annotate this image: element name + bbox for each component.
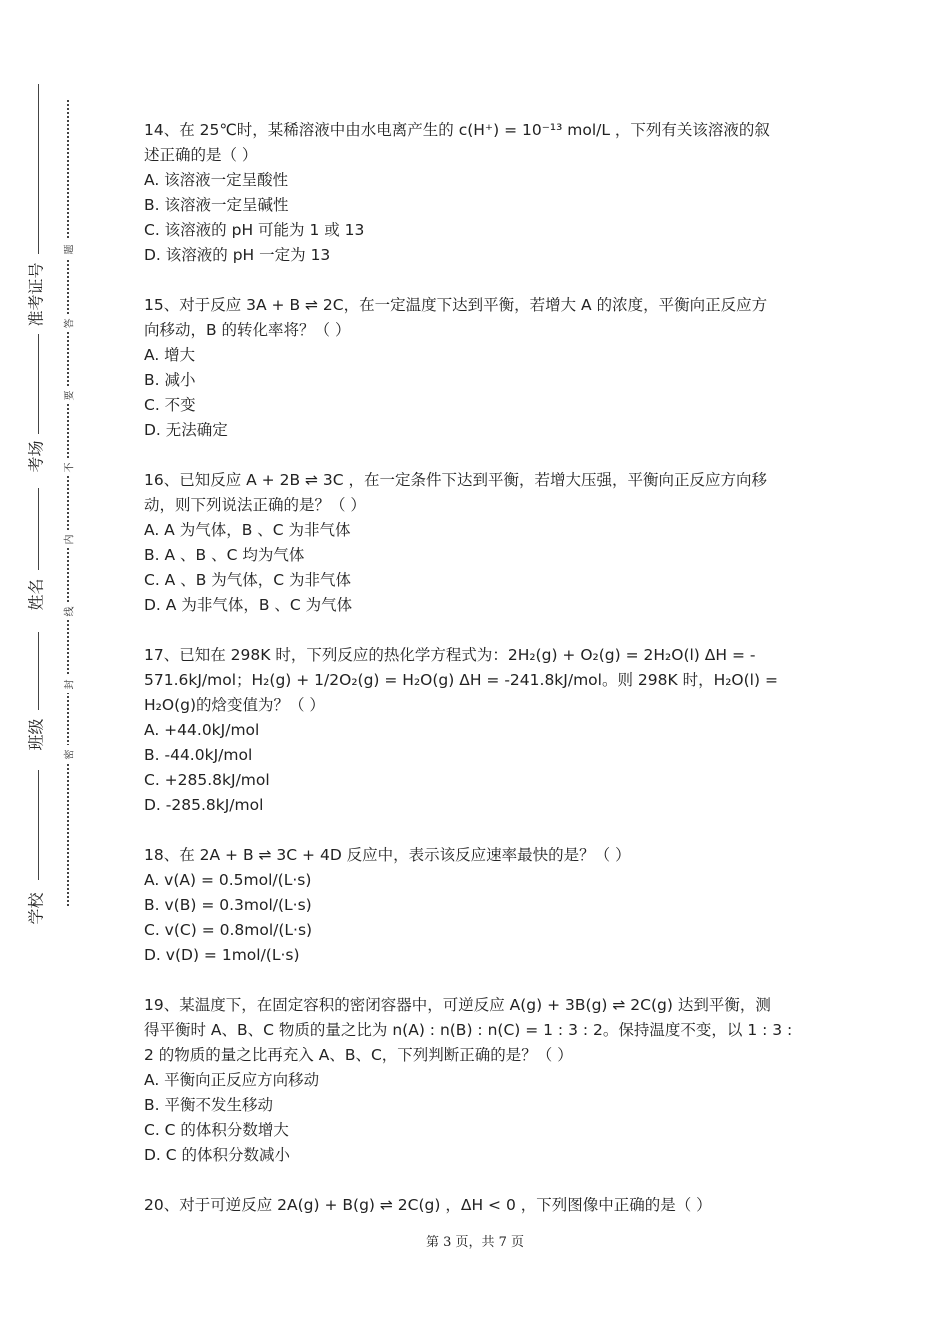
question-list: [144, 118, 814, 1243]
question-stem-line: 得平衡时 A、B、C 物质的量之比为 n(A) : n(B) : n(C) = 1 : 3 : 2。保持温度不变，以 1 : 3 :: [144, 1021, 793, 1039]
option-d: D. A 为非气体，B 、C 为气体: [144, 596, 353, 614]
option-a: A. 增大: [144, 346, 196, 364]
seal-char: 不: [59, 458, 77, 476]
question-16: [144, 468, 814, 618]
option-a: A. +44.0kJ/mol: [144, 721, 260, 739]
question-stem-line: 571.6kJ/mol；H₂(g) + 1/2O₂(g) = H₂O(g) ΔH = -241.8kJ/mol。则 298K 时，H₂O(l) =: [144, 671, 778, 689]
page-number: 第 3 页，共 7 页: [425, 1235, 525, 1250]
question-stem-line: H₂O(g)的焓变值为？（ ）: [144, 696, 325, 714]
seal-char: 密: [59, 745, 77, 763]
write-line-school: [38, 770, 39, 880]
option-d: D. 无法确定: [144, 421, 228, 439]
option-c: C. A 、B 为气体，C 为非气体: [144, 571, 352, 589]
option-c: C. 该溶液的 pH 可能为 1 或 13: [144, 221, 365, 239]
question-15: [144, 293, 814, 443]
question-17: [144, 643, 814, 818]
option-a: A. v(A) = 0.5mol/(L·s): [144, 871, 312, 889]
option-b: B. 该溶液一定呈碱性: [144, 196, 289, 214]
option-d: D. 该溶液的 pH 一定为 13: [144, 246, 331, 264]
option-d: D. v(D) = 1mol/(L·s): [144, 946, 300, 964]
option-d: D. C 的体积分数减小: [144, 1146, 291, 1164]
field-label-class: 班级: [26, 717, 46, 751]
seal-dotted-line: [67, 100, 69, 906]
option-b: B. 减小: [144, 371, 196, 389]
seal-char: 要: [59, 386, 77, 404]
question-stem-line: 述正确的是（ ）: [144, 146, 258, 164]
option-b: B. -44.0kJ/mol: [144, 746, 253, 764]
seal-char: 封: [59, 675, 77, 693]
option-b: B. A 、B 、C 均为气体: [144, 546, 305, 564]
option-c: C. +285.8kJ/mol: [144, 771, 270, 789]
option-a: A. 平衡向正反应方向移动: [144, 1071, 320, 1089]
question-stem-line: 16、已知反应 A + 2B ⇌ 3C ，在一定条件下达到平衡，若增大压强，平衡向正反应方向移: [144, 471, 768, 489]
question-stem-line: 2 的物质的量之比再充入 A、B、C，下列判断正确的是？（ ）: [144, 1046, 573, 1064]
question-20: [144, 1193, 814, 1218]
question-stem-line: 17、已知在 298K 时，下列反应的热化学方程式为：2H₂(g) + O₂(g) = 2H₂O(l) ΔH = -: [144, 646, 756, 664]
question-19: [144, 993, 814, 1168]
seal-char: 答: [59, 314, 77, 332]
question-stem-line: 20、对于可逆反应 2A(g) + B(g) ⇌ 2C(g) ，ΔH < 0 ，下列图像中正确的是（ ）: [144, 1196, 712, 1214]
field-label-exam-room: 考场: [26, 439, 46, 473]
option-c: C. 不变: [144, 396, 196, 414]
question-stem-line: 19、某温度下，在固定容积的密闭容器中，可逆反应 A(g) + 3B(g) ⇌ 2C(g) 达到平衡，测: [144, 996, 771, 1014]
option-c: C. v(C) = 0.8mol/(L·s): [144, 921, 313, 939]
option-a: A. A 为气体，B 、C 为非气体: [144, 521, 351, 539]
option-c: C. C 的体积分数增大: [144, 1121, 289, 1139]
write-line-exam-number: [38, 84, 39, 254]
question-stem-line: 向移动，B 的转化率将？（ ）: [144, 321, 351, 339]
option-d: D. -285.8kJ/mol: [144, 796, 264, 814]
seal-char: 线: [59, 602, 77, 620]
seal-char: 内: [59, 530, 77, 548]
option-b: B. v(B) = 0.3mol/(L·s): [144, 896, 312, 914]
question-stem-line: 动，则下列说法正确的是？（ ）: [144, 496, 366, 514]
question-18: [144, 843, 814, 968]
question-14: [144, 118, 814, 268]
seal-char: 题: [59, 240, 77, 258]
question-stem-line: 15、对于反应 3A + B ⇌ 2C，在一定温度下达到平衡，若增大 A 的浓度，平衡向正反应方: [144, 296, 768, 314]
write-line-name: [38, 488, 39, 570]
write-line-class: [38, 632, 39, 710]
question-stem-line: 18、在 2A + B ⇌ 3C + 4D 反应中，表示该反应速率最快的是？（ ）: [144, 846, 631, 864]
write-line-exam-room: [38, 334, 39, 434]
field-label-exam-number: 准考证号: [26, 261, 46, 327]
question-stem-line: 14、在 25℃时，某稀溶液中由水电离产生的 c(H⁺) = 10⁻¹³ mol/L ，下列有关该溶液的叙: [144, 121, 770, 139]
option-a: A. 该溶液一定呈酸性: [144, 171, 289, 189]
option-b: B. 平衡不发生移动: [144, 1096, 273, 1114]
field-label-school: 学校: [26, 891, 46, 925]
binding-margin: [0, 0, 100, 1344]
field-label-name: 姓名: [26, 577, 46, 611]
